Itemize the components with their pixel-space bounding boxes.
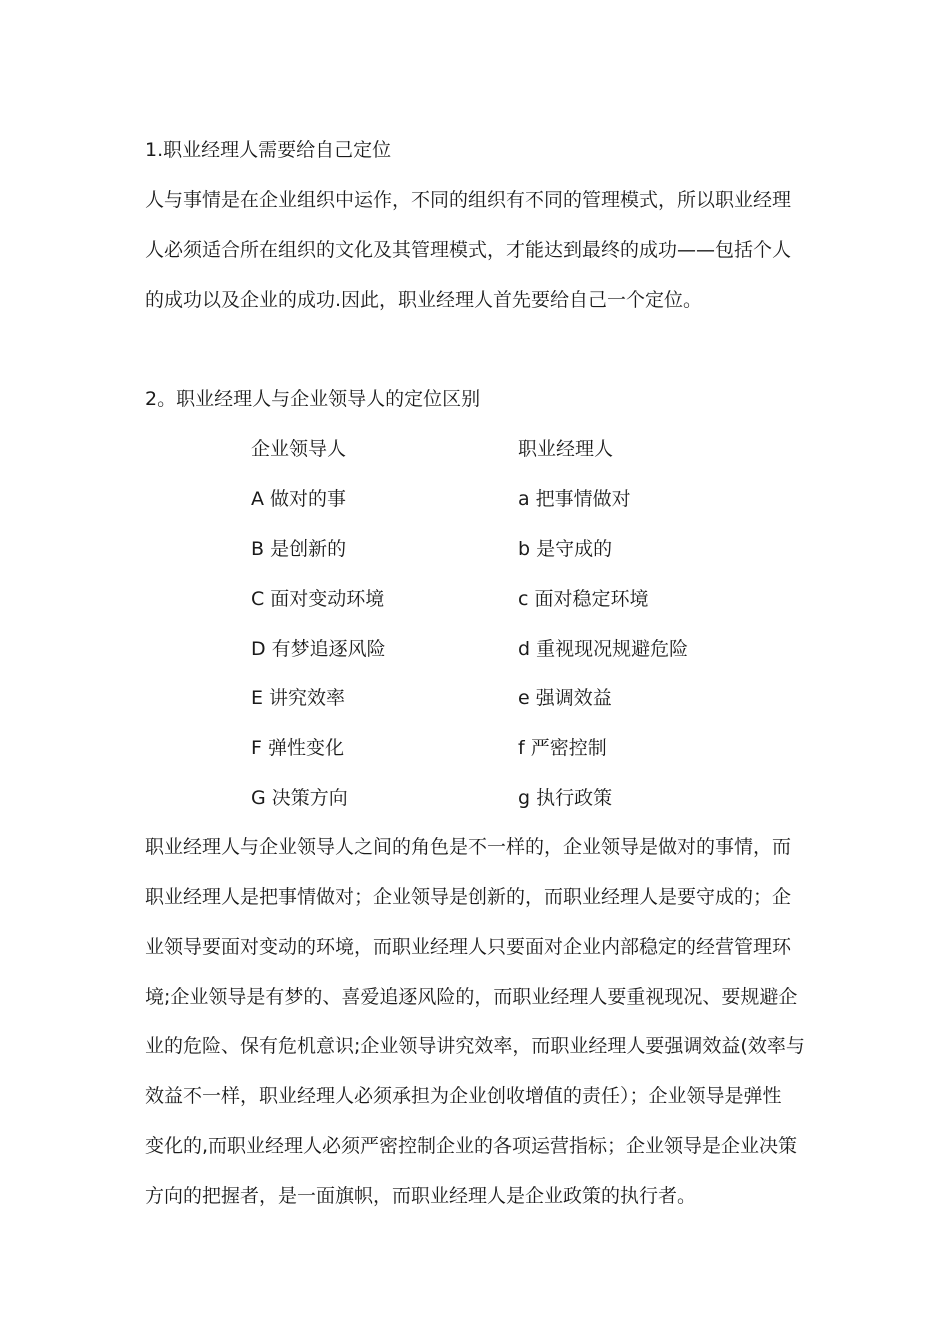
table-cell-manager: b 是守成的	[518, 538, 613, 560]
section2-paragraph-line: 业的危险、保有危机意识;企业领导讲究效率，而职业经理人要强调效益(效率与	[145, 1035, 805, 1057]
table-cell-manager: a 把事情做对	[518, 488, 631, 510]
table-header-manager: 职业经理人	[518, 438, 614, 460]
section1-paragraph-line: 的成功以及企业的成功.因此，职业经理人首先要给自己一个定位。	[145, 289, 703, 311]
table-cell-leader: B 是创新的	[251, 538, 347, 560]
table-cell-manager: e 强调效益	[518, 687, 612, 709]
section1-paragraph-line: 人与事情是在企业组织中运作，不同的组织有不同的管理模式，所以职业经理	[145, 189, 792, 211]
table-cell-manager: g 执行政策	[518, 787, 613, 809]
table-cell-leader: F 弹性变化	[251, 737, 344, 759]
table-cell-manager: c 面对稳定环境	[518, 588, 649, 610]
section2-paragraph-line: 境;企业领导是有梦的、喜爱追逐风险的，而职业经理人要重视现况、要规避企	[145, 986, 798, 1008]
table-cell-leader: G 决策方向	[251, 787, 348, 809]
section2-paragraph-line: 业领导要面对变动的环境，而职业经理人只要面对企业内部稳定的经营管理环	[145, 936, 792, 958]
table-cell-manager: f 严密控制	[518, 737, 607, 759]
section2-paragraph-line: 职业经理人是把事情做对；企业领导是创新的，而职业经理人是要守成的；企	[145, 886, 792, 908]
table-header-leader: 企业领导人	[251, 438, 347, 460]
table-cell-leader: A 做对的事	[251, 488, 347, 510]
section2-paragraph-line: 方向的把握者，是一面旗帜，而职业经理人是企业政策的执行者。	[145, 1185, 697, 1207]
section1-paragraph-line: 人必须适合所在组织的文化及其管理模式，才能达到最终的成功——包括个人	[145, 239, 792, 261]
section2-paragraph-line: 效益不一样，职业经理人必须承担为企业创收增值的责任）；企业领导是弹性	[145, 1085, 782, 1107]
table-cell-manager: d 重视现况规避危险	[518, 638, 689, 660]
table-cell-leader: E 讲究效率	[251, 687, 346, 709]
section2-paragraph-line: 变化的,而职业经理人必须严密控制企业的各项运营指标；企业领导是企业决策	[145, 1135, 798, 1157]
section1-heading: 1.职业经理人需要给自己定位	[145, 139, 392, 161]
section2-heading: 2。职业经理人与企业领导人的定位区别	[145, 388, 481, 410]
table-cell-leader: D 有梦追逐风险	[251, 638, 386, 660]
table-cell-leader: C 面对变动环境	[251, 588, 385, 610]
section2-paragraph-line: 职业经理人与企业领导人之间的角色是不一样的，企业领导是做对的事情，而	[145, 836, 792, 858]
